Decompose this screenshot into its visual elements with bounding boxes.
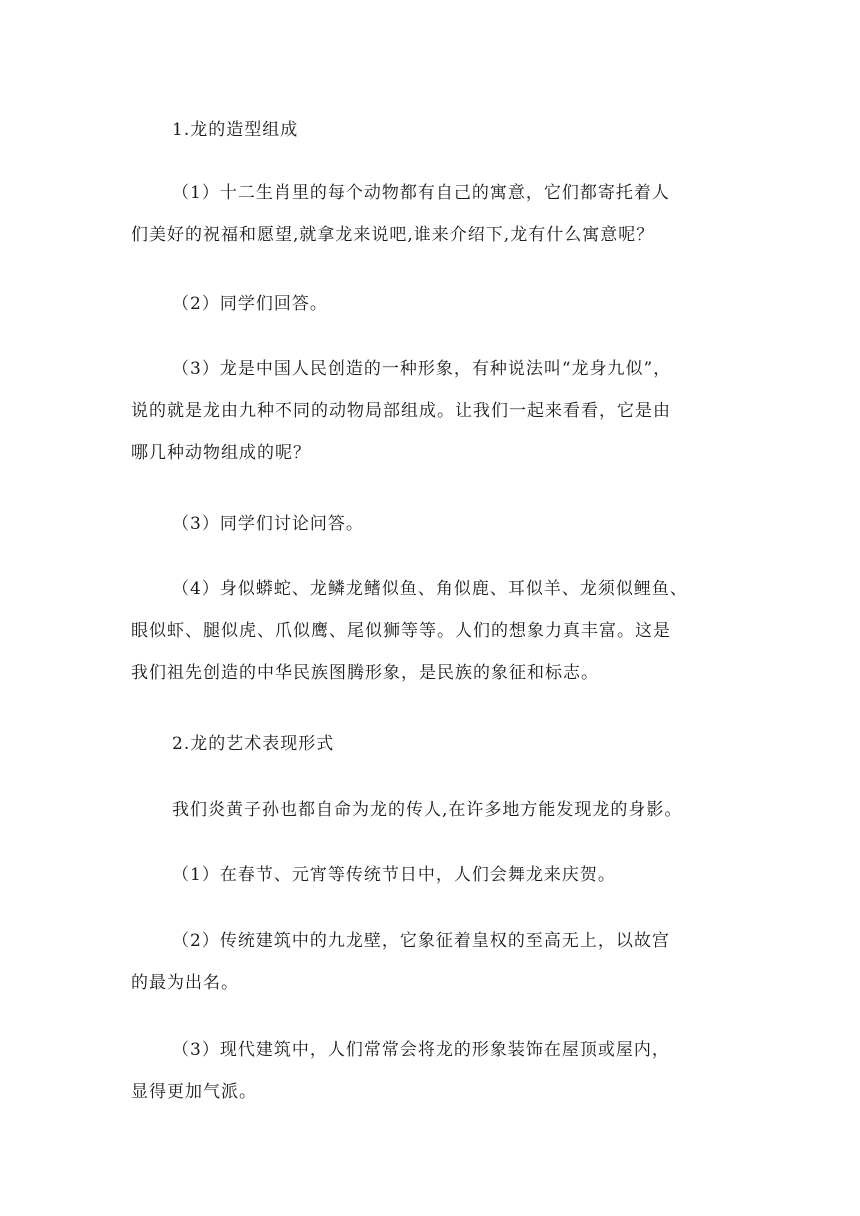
section1-item5-paragraph <box>131 571 731 691</box>
paragraph-line: 我们炎黄子孙也都自命为龙的传人,在许多地方能发现龙的身影。 <box>172 800 683 820</box>
section2-item3-paragraph <box>131 1032 731 1110</box>
paragraph-line: （1）十二生肖里的每个动物都有自己的寓意，它们都寄托着人 <box>172 183 670 203</box>
paragraph-line: （2）同学们回答。 <box>172 294 328 314</box>
paragraph-line: 眼似虾、腿似虎、爪似鹰、尾似狮等等。人们的想象力真丰富。这是 <box>131 621 671 641</box>
paragraph-line: （1）在春节、元宵等传统节日中，人们会舞龙来庆贺。 <box>172 865 616 885</box>
section1-heading <box>131 112 772 148</box>
section1-item3-paragraph <box>131 351 731 471</box>
paragraph-line: （3）龙是中国人民创造的一种形象，有种说法叫“龙身九似”， <box>172 359 672 379</box>
paragraph-line: 的最为出名。 <box>131 973 239 993</box>
section2-item2-paragraph <box>131 923 731 1001</box>
paragraph-line: （3）同学们讨论问答。 <box>172 514 364 534</box>
section2-heading <box>131 726 772 762</box>
paragraph-line: 显得更加气派。 <box>131 1082 257 1102</box>
section1-item4-paragraph <box>131 506 731 542</box>
paragraph-line: 说的就是龙由九种不同的动物局部组成。让我们一起来看看，它是由 <box>131 401 671 421</box>
section2-item1-paragraph <box>131 857 731 893</box>
section1-item2-paragraph <box>131 286 731 322</box>
paragraph-line: 们美好的祝福和愿望,就拿龙来说吧,谁来介绍下,龙有什么寓意呢？ <box>131 225 655 245</box>
paragraph-line: （2）传统建筑中的九龙壁，它象征着皇权的至高无上，以故宫 <box>172 931 670 951</box>
paragraph-line: （3）现代建筑中，人们常常会将龙的形象装饰在屋顶或屋内， <box>172 1040 670 1060</box>
paragraph-line: 哪几种动物组成的呢？ <box>131 443 311 463</box>
section2-intro-paragraph <box>131 792 731 828</box>
section1-heading-text: 1.龙的造型组成 <box>172 120 299 140</box>
paragraph-line: （4）身似蟒蛇、龙鳞龙鳍似鱼、角似鹿、耳似羊、龙须似鲤鱼、 <box>172 579 688 599</box>
section1-item1-paragraph <box>131 175 731 253</box>
section2-heading-text: 2.龙的艺术表现形式 <box>172 734 335 754</box>
paragraph-line: 我们祖先创造的中华民族图腾形象，是民族的象征和标志。 <box>131 663 599 683</box>
